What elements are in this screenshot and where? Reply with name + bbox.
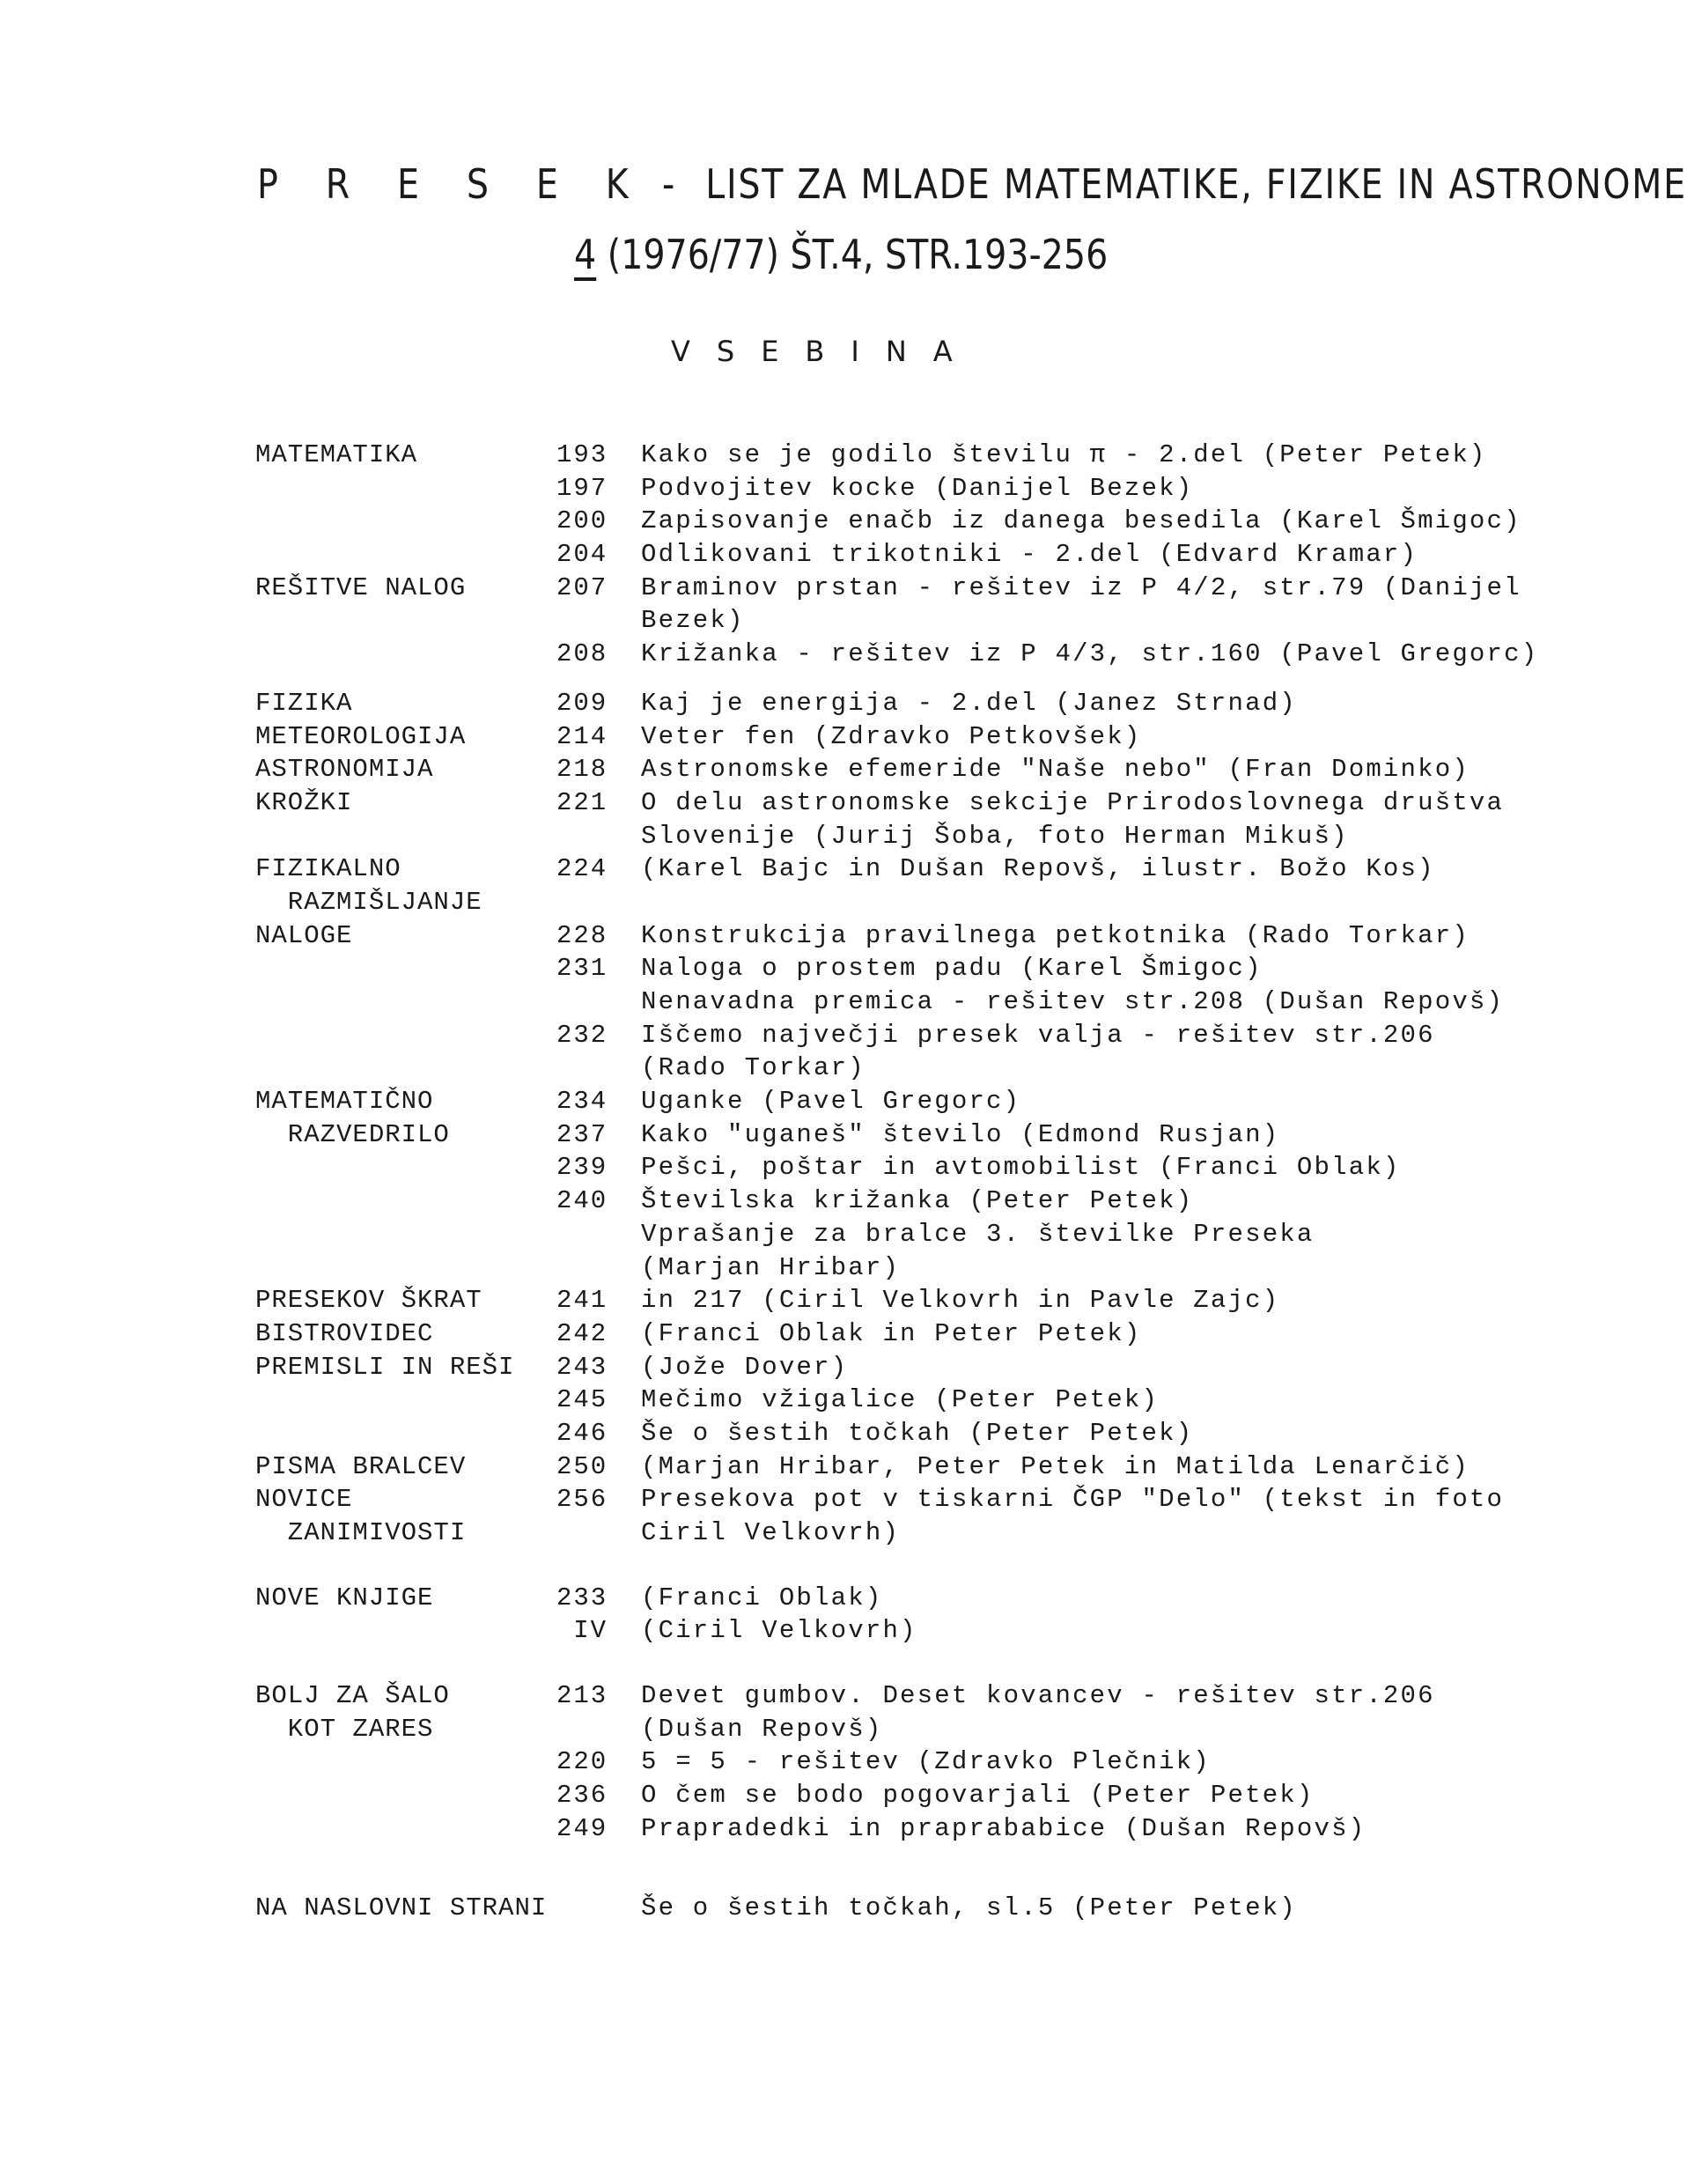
- toc-section-label: ZANIMIVOSTI: [255, 1518, 467, 1547]
- journal-subtitle: LIST ZA MLADE MATEMATIKE, FIZIKE IN ASTRONOME: [705, 160, 1687, 208]
- toc-entry-text: Mečimo vžigalice (Peter Petek): [641, 1385, 1160, 1415]
- toc-section-label: KOT ZARES: [255, 1714, 434, 1744]
- toc-entry-text: Kako "uganeš" število (Edmond Rusjan): [641, 1119, 1280, 1149]
- toc-entry-text: (Marjan Hribar): [641, 1252, 901, 1282]
- toc-page-number: 193: [556, 440, 608, 469]
- toc-section-label: MATEMATIČNO: [255, 1087, 434, 1117]
- toc-row: [0, 820, 1585, 853]
- toc-row: [0, 1779, 1585, 1812]
- toc-entry-text: Iščemo največji presek valja - rešitev str.206: [641, 1020, 1435, 1050]
- toc-page-number: 200: [556, 506, 608, 536]
- toc-section-label: METEOROLOGIJA: [255, 721, 467, 751]
- toc-row: [0, 472, 1585, 505]
- toc-entry-text: (Franci Oblak): [641, 1583, 883, 1612]
- toc-page-number: 218: [556, 755, 608, 785]
- toc-page-number: 209: [556, 688, 608, 718]
- toc-entry-text: Številska križanka (Peter Petek): [641, 1186, 1194, 1216]
- issue-info: (1976/77) ŠT.4, STR.193-256: [607, 231, 1109, 278]
- toc-row: [0, 852, 1585, 886]
- toc-page-number: IV: [573, 1616, 608, 1646]
- toc-section-label: NOVE KNJIGE: [255, 1583, 434, 1612]
- toc-page-number: 242: [556, 1318, 608, 1348]
- toc-entry-text: (Marjan Hribar, Peter Petek in Matilda Lenarčič): [641, 1451, 1470, 1481]
- toc-spacer: [0, 1550, 1585, 1582]
- toc-page-number: 233: [556, 1583, 608, 1612]
- toc-page-number: 240: [556, 1186, 608, 1216]
- toc-entry-text: Naloga o prostem padu (Karel Šmigoc): [641, 954, 1263, 984]
- toc-section-label: ASTRONOMIJA: [255, 755, 434, 785]
- toc-page-number: 214: [556, 721, 608, 751]
- toc-row: [0, 720, 1585, 754]
- toc-entry-text: (Franci Oblak in Peter Petek): [641, 1318, 1142, 1348]
- toc-row: [0, 1019, 1585, 1052]
- toc-page-number: 228: [556, 920, 608, 950]
- toc-page-number: 224: [556, 854, 608, 884]
- toc-page-number: 213: [556, 1681, 608, 1711]
- toc-row: [0, 1085, 1585, 1118]
- toc-section-label: NOVICE: [255, 1485, 353, 1515]
- toc-row: [0, 1713, 1585, 1746]
- volume-number: 4: [574, 231, 597, 278]
- toc-page-number: 243: [556, 1352, 608, 1382]
- toc-entry-text: (Dušan Repovš): [641, 1714, 883, 1744]
- toc-page-number: 197: [556, 473, 608, 503]
- toc-row: [0, 952, 1585, 985]
- toc-row: [0, 1812, 1585, 1846]
- toc-page-number: 232: [556, 1020, 608, 1050]
- toc-row: [0, 985, 1585, 1019]
- toc-page-number: 207: [556, 572, 608, 602]
- toc-entry-text: O delu astronomske sekcije Prirodoslovnega društva: [641, 787, 1505, 817]
- toc-page-number: 237: [556, 1119, 608, 1149]
- toc-page-number: 256: [556, 1485, 608, 1515]
- toc-section-label: MATEMATIKA: [255, 440, 418, 469]
- toc-row: [0, 1745, 1585, 1779]
- toc-entry-text: in 217 (Ciril Velkovrh in Pavle Zajc): [641, 1286, 1280, 1316]
- toc-page-number: 220: [556, 1747, 608, 1777]
- journal-title: [257, 160, 1687, 208]
- toc-row: [0, 538, 1585, 572]
- toc-entry-text: Kako se je godilo številu π - 2.del (Peter Petek): [641, 440, 1487, 469]
- toc-row: [0, 1383, 1585, 1417]
- issue-line: [574, 231, 1108, 278]
- toc-page-number: 234: [556, 1087, 608, 1117]
- toc-entry-text: Zapisovanje enačb iz danega besedila (Karel Šmigoc): [641, 506, 1521, 536]
- toc-row: [0, 687, 1585, 720]
- toc-page-number: 231: [556, 954, 608, 984]
- toc-section-label: BISTROVIDEC: [255, 1318, 434, 1348]
- toc-entry-text: 5 = 5 - rešitev (Zdravko Plečnik): [641, 1747, 1211, 1777]
- toc-spacer: [0, 1846, 1585, 1892]
- toc-entry-text: Podvojitev kocke (Danijel Bezek): [641, 473, 1194, 503]
- toc-section-label: BOLJ ZA ŠALO: [255, 1681, 450, 1711]
- toc-page-number: 250: [556, 1451, 608, 1481]
- toc-spacer: [0, 671, 1585, 687]
- toc-row: [0, 1483, 1585, 1516]
- toc-entry-text: Nenavadna premica - rešitev str.208 (Dušan Repovš): [641, 987, 1505, 1016]
- toc-section-label: FIZIKALNO: [255, 854, 401, 884]
- toc-entry-text: Veter fen (Zdravko Petkovšek): [641, 721, 1142, 751]
- toc-entry-text: (Ciril Velkovrh): [641, 1616, 917, 1646]
- toc-section-label: RAZVEDRILO: [255, 1119, 450, 1149]
- toc-entry-text: (Rado Torkar): [641, 1053, 866, 1083]
- toc-entry-text: Devet gumbov. Deset kovancev - rešitev str.206: [641, 1681, 1435, 1711]
- toc-entry-text: (Karel Bajc in Dušan Repovš, ilustr. Božo Kos): [641, 854, 1435, 884]
- toc-entry-text: Braminov prstan - rešitev iz P 4/2, str.79 (Danijel: [641, 572, 1521, 602]
- toc-spacer: [0, 1648, 1585, 1679]
- toc-entry-text: Odlikovani trikotniki - 2.del (Edvard Kramar): [641, 540, 1418, 570]
- toc-row: [0, 919, 1585, 953]
- toc-row: [0, 1284, 1585, 1317]
- journal-name: P R E S E K: [257, 160, 647, 208]
- toc-entry-text: O čem se bodo pogovarjali (Peter Petek): [641, 1781, 1315, 1811]
- toc-row: [0, 1184, 1585, 1218]
- toc-section-label: NA NASLOVNI STRANI: [255, 1893, 548, 1922]
- toc-row: [0, 886, 1585, 919]
- toc-page-number: 241: [556, 1286, 608, 1316]
- toc-entry-text: Še o šestih točkah (Peter Petek): [641, 1418, 1194, 1448]
- toc-section-label: RAZMIŠLJANJE: [255, 887, 483, 917]
- toc-section-label: PREMISLI IN REŠI: [255, 1352, 515, 1382]
- toc-entry-text: Prapradedki in praprababice (Dušan Repovš): [641, 1813, 1367, 1843]
- toc-row: [0, 1051, 1585, 1085]
- toc-page-number: 204: [556, 540, 608, 570]
- toc-entry-text: Kaj je energija - 2.del (Janez Strnad): [641, 688, 1297, 718]
- toc-entry-text: (Jože Dover): [641, 1352, 849, 1382]
- toc-row: [0, 1614, 1585, 1648]
- toc-row: [0, 1218, 1585, 1251]
- toc-row: [0, 1516, 1585, 1550]
- title-dash: -: [662, 160, 677, 208]
- toc-row: [0, 1450, 1585, 1484]
- toc-page-number: 221: [556, 787, 608, 817]
- toc-row: [0, 1251, 1585, 1285]
- toc-entry-text: Križanka - rešitev iz P 4/3, str.160 (Pavel Gregorc): [641, 639, 1539, 669]
- toc-entry-text: Slovenije (Jurij Šoba, foto Herman Mikuš): [641, 821, 1349, 851]
- contents-heading: VSEBINA: [671, 335, 979, 368]
- toc-row: [0, 753, 1585, 786]
- toc-row: [0, 439, 1585, 472]
- toc-row: [0, 505, 1585, 538]
- toc-row: [0, 1118, 1585, 1152]
- toc-section-label: REŠITVE NALOG: [255, 572, 467, 602]
- toc-entry-text: Konstrukcija pravilnega petkotnika (Rado Torkar): [641, 920, 1470, 950]
- toc-row: [0, 1317, 1585, 1351]
- toc-page-number: 245: [556, 1385, 608, 1415]
- toc-row: [0, 786, 1585, 820]
- toc-page-number: 208: [556, 639, 608, 669]
- toc-section-label: NALOGE: [255, 920, 353, 950]
- toc-row: [0, 1679, 1585, 1713]
- table-of-contents: [0, 439, 1585, 1924]
- toc-section-label: FIZIKA: [255, 688, 353, 718]
- toc-row: [0, 1151, 1585, 1184]
- toc-row: [0, 1351, 1585, 1384]
- toc-entry-text: Še o šestih točkah, sl.5 (Peter Petek): [641, 1893, 1297, 1922]
- toc-row: [0, 572, 1585, 605]
- toc-entry-text: Astronomske efemeride "Naše nebo" (Fran Dominko): [641, 755, 1470, 785]
- toc-row: [0, 638, 1585, 671]
- toc-entry-text: Vprašanje za bralce 3. številke Preseka: [641, 1219, 1315, 1249]
- toc-entry-text: Ciril Velkovrh): [641, 1518, 901, 1547]
- toc-section-label: KROŽKI: [255, 787, 353, 817]
- toc-section-label: PISMA BRALCEV: [255, 1451, 467, 1481]
- toc-page-number: 249: [556, 1813, 608, 1843]
- toc-section-label: PRESEKOV ŠKRAT: [255, 1286, 483, 1316]
- toc-row: [0, 1582, 1585, 1615]
- toc-row: [0, 1417, 1585, 1450]
- toc-page-number: 239: [556, 1153, 608, 1183]
- toc-entry-text: Uganke (Pavel Gregorc): [641, 1087, 1021, 1117]
- toc-row: [0, 1892, 1585, 1925]
- toc-entry-text: Bezek): [641, 606, 745, 636]
- toc-row: [0, 604, 1585, 638]
- toc-page-number: 246: [556, 1418, 608, 1448]
- toc-page-number: 236: [556, 1781, 608, 1811]
- toc-entry-text: Presekova pot v tiskarni ČGP "Delo" (tekst in foto: [641, 1485, 1505, 1515]
- toc-entry-text: Pešci, poštar in avtomobilist (Franci Oblak): [641, 1153, 1401, 1183]
